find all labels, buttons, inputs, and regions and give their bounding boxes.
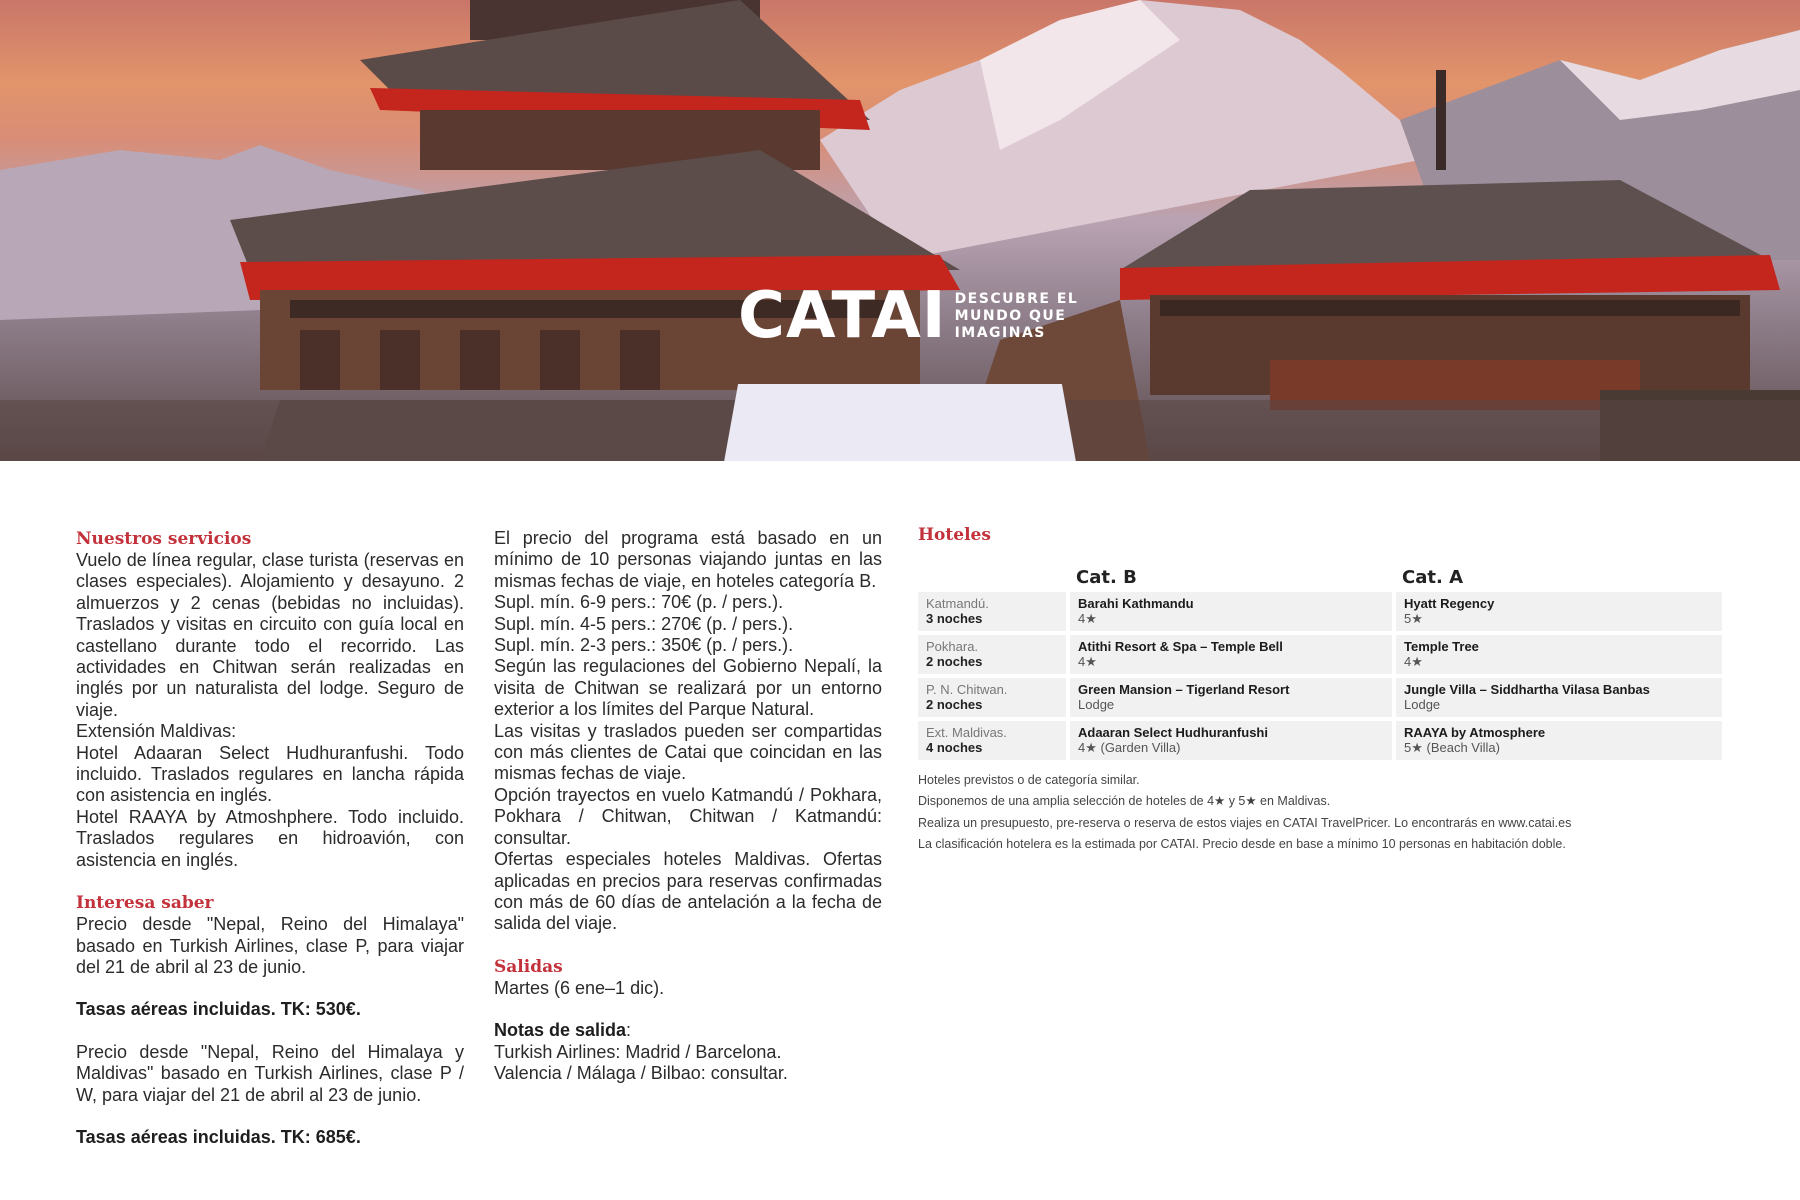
place-name: P. N. Chitwan.	[926, 682, 1008, 697]
tagline-line-2: MUNDO QUE	[954, 307, 1067, 324]
interesa-price-2: Precio desde "Nepal, Reino del Himalaya y Maldivas" basado en Turkish Airlines, clase P / W, para viajar del 21 de abril al 23 de junio.	[76, 1041, 464, 1105]
services-column	[76, 528, 464, 1148]
hotel-detail: 4★	[1078, 611, 1097, 626]
notas-colon: :	[626, 1020, 632, 1041]
cat-a-cell	[1396, 721, 1722, 760]
notas-line-2: Valencia / Málaga / Bilbao: consultar.	[494, 1062, 788, 1083]
hotel-notes	[918, 770, 1726, 856]
hotel-detail: 5★ (Beach Villa)	[1404, 740, 1500, 755]
tasas-1: Tasas aéreas incluidas. TK: 530€.	[76, 999, 361, 1020]
place-nights: 2 noches	[926, 654, 983, 669]
hotel-name: Barahi Kathmandu	[1078, 596, 1194, 611]
cat-b-cell	[1070, 635, 1392, 674]
tagline-line-3: IMAGINAS	[954, 324, 1046, 341]
table-row	[918, 678, 1722, 717]
note-line: Hoteles previstos o de categoría similar.	[918, 773, 1140, 787]
conditions-column	[494, 528, 882, 1084]
hotel-detail: 4★	[1404, 654, 1423, 669]
cat-b-cell	[1070, 721, 1392, 760]
notas-salida	[494, 1020, 882, 1041]
table-row	[918, 721, 1722, 760]
place-nights: 3 noches	[926, 611, 983, 626]
hotel-detail: Lodge	[1404, 697, 1441, 712]
place-name: Pokhara.	[926, 639, 979, 654]
place-nights: 4 noches	[926, 740, 983, 755]
brand-tagline	[955, 291, 1079, 342]
cat-a-cell	[1396, 592, 1722, 631]
hotel-detail: 4★ (Garden Villa)	[1078, 740, 1181, 755]
catai-logo	[738, 279, 1079, 353]
hotel-name: Atithi Resort & Spa – Temple Bell	[1078, 639, 1283, 654]
hotel-raaya-text: Hotel RAAYA by Atmoshphere. Todo incluido. Traslados regulares en hidroavión, con asistencia en inglés.	[76, 806, 464, 870]
cat-a-cell	[1396, 678, 1722, 717]
tagline-line-1: DESCUBRE EL	[954, 290, 1079, 307]
notas-label: Notas de salida	[494, 1020, 627, 1041]
supplement-4-5: Supl. mín. 4-5 pers.: 270€ (p. / pers.).	[494, 613, 794, 634]
flight-option-text: Opción trayectos en vuelo Katmandú / Pokhara, Pokhara / Chitwan, Chitwan / Katmandú: consultar.	[494, 784, 882, 848]
hotel-name: RAAYA by Atmosphere	[1404, 725, 1546, 740]
maldivas-offers-text: Ofertas especiales hoteles Maldivas. Ofertas aplicadas en precios para reservas confirmadas con más de 60 días de antelación a la fecha de salida del viaje.	[494, 849, 882, 934]
hero-banner	[0, 0, 1800, 461]
interesa-price-1: Precio desde "Nepal, Reino del Himalaya" basado en Turkish Airlines, clase P, para viajar del 21 de abril al 23 de junio.	[76, 914, 464, 977]
notas-line-1: Turkish Airlines: Madrid / Barcelona.	[494, 1041, 782, 1062]
hotel-name: Adaaran Select Hudhuranfushi	[1078, 725, 1268, 740]
servicios-text: Vuelo de línea regular, clase turista (reservas en clases especiales). Alojamiento y desayuno. 2 almuerzos y 2 cenas (bebidas no incluidas). Traslados y visitas en circuito con guía local en castellano durante todo el recorrido. Las actividades en Chitwan serán realizadas en inglés por un naturalista del lodge. Seguro de viaje.	[76, 550, 464, 720]
place-header	[918, 562, 1066, 588]
program-price-text: El precio del programa está basado en un mínimo de 10 personas viajando juntas en las mismas fechas de viaje, en hoteles categoría B.	[494, 528, 882, 591]
hotel-name: Green Mansion – Tigerland Resort	[1078, 682, 1290, 697]
hotel-detail: 5★	[1404, 611, 1423, 626]
place-cell	[918, 678, 1066, 717]
place-cell	[918, 592, 1066, 631]
shared-visits-text: Las visitas y traslados pueden ser compartidas con más clientes de Catai que coincidan en las mismas fechas de viaje.	[494, 720, 882, 784]
note-line: La clasificación hotelera es la estimada por CATAI. Precio desde en base a mínimo 10 personas en habitación doble.	[918, 837, 1566, 852]
hotel-detail: 4★	[1078, 654, 1097, 669]
place-name: Ext. Maldivas.	[926, 725, 1007, 740]
hotels-table	[914, 558, 1726, 764]
cat-b-cell	[1070, 592, 1392, 631]
place-cell	[918, 721, 1066, 760]
hotels-section	[918, 524, 1726, 856]
interesa-heading: Interesa saber	[76, 893, 214, 914]
hotel-name: Temple Tree	[1404, 639, 1479, 654]
note-line: Disponemos de una amplia selección de hoteles de 4★ y 5★ en Maldivas.	[918, 794, 1331, 809]
supplement-6-9: Supl. mín. 6-9 pers.: 70€ (p. / pers.).	[494, 592, 784, 613]
table-row	[918, 592, 1722, 631]
salidas-heading: Salidas	[494, 956, 563, 977]
salidas-text: Martes (6 ene–1 dic).	[494, 977, 665, 998]
hero-tab-shape	[724, 384, 1076, 461]
note-line: Realiza un presupuesto, pre-reserva o reserva de estos viajes en CATAI TravelPricer. Lo encontrarás en www.catai.es	[918, 815, 1572, 830]
tasas-2: Tasas aéreas incluidas. TK: 685€.	[76, 1126, 361, 1147]
chitwan-regulation-text: Según las regulaciones del Gobierno Nepalí, la visita de Chitwan se realizará por un entorno exterior a los límites del Parque Natural.	[494, 656, 882, 720]
hotel-name: Jungle Villa – Siddhartha Vilasa Banbas	[1404, 682, 1650, 697]
cat-a-cell	[1396, 635, 1722, 674]
servicios-heading: Nuestros servicios	[76, 529, 252, 549]
cat-b-header: Cat. B	[1076, 567, 1137, 588]
place-cell	[918, 635, 1066, 674]
hotel-name: Hyatt Regency	[1404, 596, 1495, 611]
brand-name: CATAI	[738, 279, 947, 353]
table-row	[918, 635, 1722, 674]
hotels-header-row	[918, 562, 1722, 588]
cat-b-cell	[1070, 678, 1392, 717]
hoteles-heading: Hoteles	[918, 525, 991, 545]
place-nights: 2 noches	[926, 697, 983, 712]
hotel-detail: Lodge	[1078, 697, 1115, 712]
supplement-2-3: Supl. mín. 2-3 pers.: 350€ (p. / pers.).	[494, 635, 794, 656]
maldivas-extension-label: Extensión Maldivas:	[76, 721, 237, 742]
place-name: Katmandú.	[926, 596, 989, 611]
hotel-adaaran-text: Hotel Adaaran Select Hudhuranfushi. Todo incluido. Traslados regulares en lancha rápida con asistencia en inglés.	[76, 742, 464, 806]
cat-a-header: Cat. A	[1402, 567, 1463, 588]
